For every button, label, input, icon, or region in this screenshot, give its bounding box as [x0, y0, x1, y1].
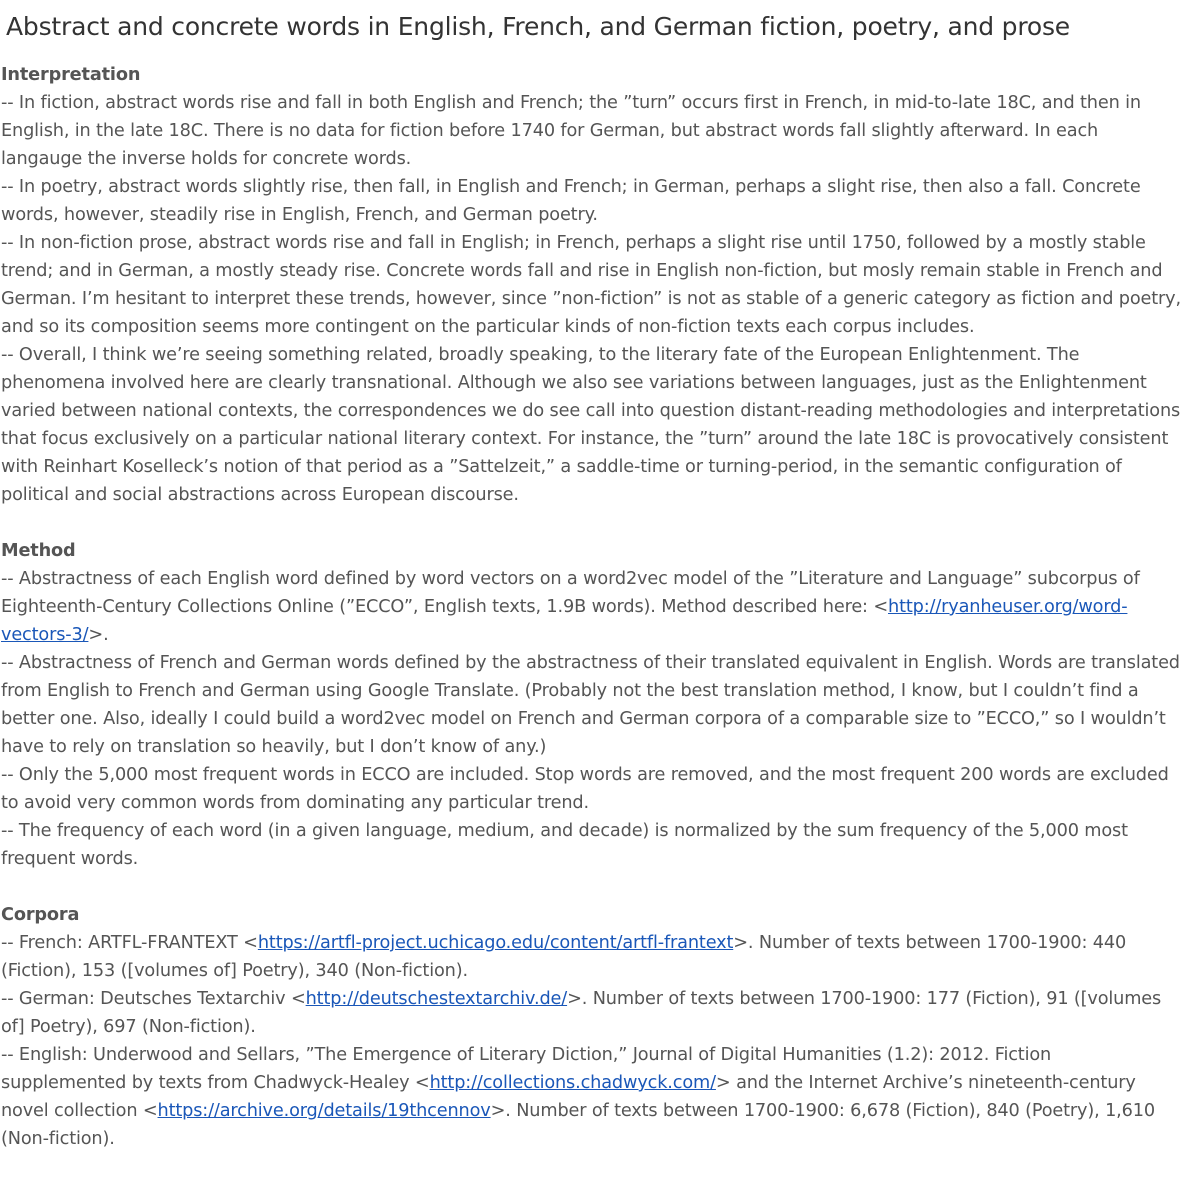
method-english-text: -- Abstractness of each English word defined by word vectors on a word2vec model of the ”Literature and Language” subcorpus of Eighteenth-Century Collections Online (”ECCO”, English texts, 1.9B words). Method described here: <: [1, 569, 1140, 617]
corpora-english-text-end: >. Number of texts between 1700-1900: 6,678 (Fiction), 840 (Poetry), 1,610 (Non-fiction).: [1, 1101, 1155, 1149]
interpretation-nonfiction-paragraph: -- In non-fiction prose, abstract words rise and fall in English; in French, perhaps a slight rise until 1750, followed by a mostly stable trend; and in German, a mostly steady rise. Concrete words fall and rise in English non-fiction, but mosly remain stable in French and German. I’m hesitant to interpret these trends, however, since ”non-fiction” is not as stable of a generic category as fiction and poetry, and so its composition seems more contingent on the particular kinds of non-fiction texts each corpus includes.: [1, 233, 1181, 337]
corpora-section: [1, 901, 1181, 1153]
corpora-heading: Corpora: [1, 905, 80, 925]
method-normalization-paragraph: -- The frequency of each word (in a given language, medium, and decade) is normalized by the sum frequency of the 5,000 most frequent words.: [1, 821, 1128, 869]
artfl-frantext-link[interactable]: https://artfl-project.uchicago.edu/content/artfl-frantext: [257, 933, 734, 953]
method-english-paragraph: [1, 565, 1181, 649]
method-translation-paragraph: -- Abstractness of French and German words defined by the abstractness of their translated equivalent in English. Words are translated from English to French and German using Google Translate. (Probably not the best translation method, I know, but I couldn’t find a better one. Also, ideally I could build a word2vec model on French and German corpora of a comparable size to ”ECCO,” so I wouldn’t have to rely on translation so heavily, but I don’t know of any.): [1, 653, 1180, 757]
corpora-english-text: -- English: Underwood and Sellars, ”The Emergence of Literary Diction,” Journal of Digital Humanities (1.2): 2012. Fiction supplemented by texts from Chadwyck-Healey <: [1, 1045, 1052, 1093]
spacer: [1, 509, 1181, 537]
text-body: [1, 61, 1181, 1153]
corpora-english-paragraph: [1, 1041, 1181, 1153]
page-title: Abstract and concrete words in English, French, and German fiction, poetry, and prose: [6, 12, 1070, 41]
interpretation-heading: Interpretation: [1, 65, 141, 85]
word-vectors-link[interactable]: http://ryanheuser.org/word-vectors-3/: [1, 597, 1128, 645]
corpora-english-text-mid: > and the Internet Archive’s nineteenth-century novel collection <: [1, 1073, 1136, 1121]
corpora-german-text-end: >. Number of texts between 1700-1900: 177 (Fiction), 91 ([volumes of] Poetry), 697 (Non-fiction).: [1, 989, 1162, 1037]
corpora-french-text-end: >. Number of texts between 1700-1900: 440 (Fiction), 153 ([volumes of] Poetry), 340 (Non-fiction).: [1, 933, 1127, 981]
spacer: [1, 873, 1181, 901]
corpora-german-paragraph: [1, 985, 1181, 1041]
interpretation-poetry-paragraph: -- In poetry, abstract words slightly rise, then fall, in English and French; in German, perhaps a slight rise, then also a fall. Concrete words, however, steadily rise in English, French, and German poetry.: [1, 177, 1141, 225]
deutsches-textarchiv-link[interactable]: http://deutschestextarchiv.de/: [305, 989, 568, 1009]
corpora-french-text: -- French: ARTFL-FRANTEXT <: [1, 933, 258, 953]
chadwyck-link[interactable]: http://collections.chadwyck.com/: [429, 1073, 716, 1093]
interpretation-section: [1, 61, 1181, 509]
method-heading: Method: [1, 541, 76, 561]
method-english-text-end: >.: [88, 625, 109, 645]
method-section: [1, 537, 1181, 873]
method-frequency-paragraph: -- Only the 5,000 most frequent words in ECCO are included. Stop words are removed, and the most frequent 200 words are excluded to avoid very common words from dominating any particular trend.: [1, 765, 1169, 813]
internet-archive-link[interactable]: https://archive.org/details/19thcennov: [157, 1101, 491, 1121]
interpretation-overall-paragraph: -- Overall, I think we’re seeing something related, broadly speaking, to the literary fate of the European Enlightenment. The phenomena involved here are clearly transnational. Although we also see variations between languages, just as the Enlightenment varied between national contexts, the correspondences we do see call into question distant-reading methodologies and interpretations that focus exclusively on a particular national literary context. For instance, the ”turn” around the late 18C is provocatively consistent with Reinhart Koselleck’s notion of that period as a ”Sattelzeit,” a saddle-time or turning-period, in the semantic configuration of political and social abstractions across European discourse.: [1, 345, 1181, 505]
corpora-german-text: -- German: Deutsches Textarchiv <: [1, 989, 306, 1009]
interpretation-fiction-paragraph: -- In fiction, abstract words rise and fall in both English and French; the ”turn” occurs first in French, in mid-to-late 18C, and then in English, in the late 18C. There is no data for fiction before 1740 for German, but abstract words fall slightly afterward. In each langauge the inverse holds for concrete words.: [1, 93, 1141, 169]
corpora-french-paragraph: [1, 929, 1181, 985]
